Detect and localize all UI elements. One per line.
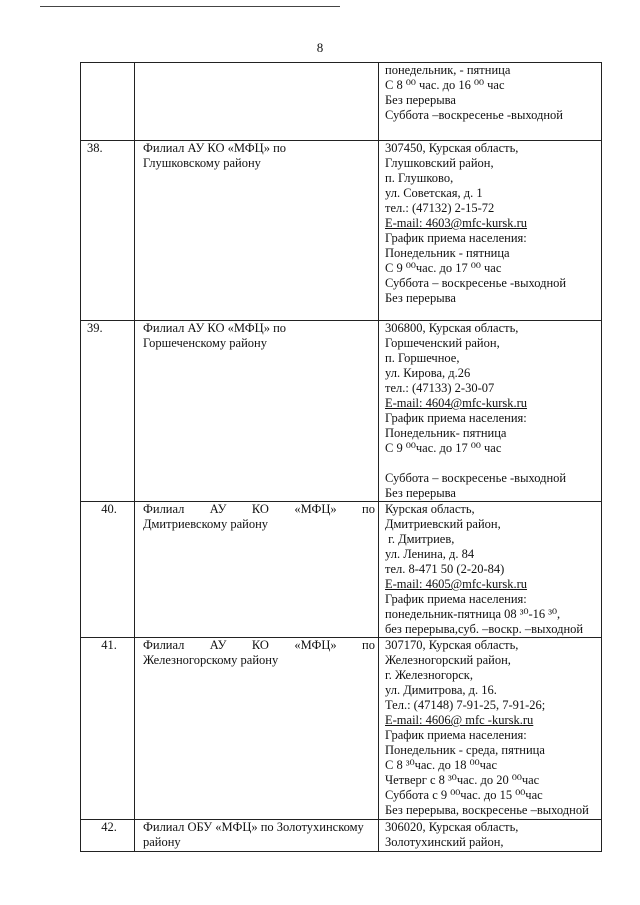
address-cell [379,321,602,502]
address-line: Золотухинский район, [385,835,504,849]
branch-name-cell [135,321,379,502]
table-row [81,502,602,638]
address-cell [379,63,602,141]
row-number: 39. [87,321,103,335]
address-cell [379,820,602,852]
address-line: ул. Ленина, д. 84 [385,547,475,561]
row-number-cell [81,638,135,820]
address-line: Курская область, [385,502,475,516]
schedule-line: Суббота – воскресенье -выходной [385,471,567,485]
address-cell [379,141,602,321]
schedule-title: График приема населения: [385,728,527,742]
address-line: С 8 ⁰⁰ час. до 16 ⁰⁰ час [385,78,505,92]
schedule-line: С 9 ⁰⁰час. до 17 ⁰⁰ час [385,441,502,455]
table-row [81,141,602,321]
branch-name-line: Железногорскому району [143,653,279,667]
branch-name-line: Горшеченскому району [143,336,267,350]
header-rule [40,6,340,7]
schedule-title: График приема населения: [385,231,527,245]
address-line: Дмитриевский район, [385,517,501,531]
address-cell [379,638,602,820]
address-line: ул. Димитрова, д. 16. [385,683,497,697]
email-link[interactable]: E-mail: 4605@mfc-kursk.ru [385,577,528,591]
schedule-line: Без перерыва [385,486,456,500]
table-row [81,820,602,852]
row-number-cell [81,141,135,321]
branch-name-line: Филиал АУ КО «МФЦ» по [143,502,375,516]
address-line: 307170, Курская область, [385,638,519,652]
table-row [81,63,602,141]
row-number: 42. [101,820,117,834]
email-link[interactable]: E-mail: 4603@mfc-kursk.ru [385,216,528,230]
schedule-line: без перерыва,суб. –воскр. –выходной [385,622,584,636]
branch-name-cell [135,638,379,820]
address-line: Железногорский район, [385,653,511,667]
address-line: г. Железногорск, [385,668,473,682]
phone-line: тел.: (47133) 2-30-07 [385,381,495,395]
email-link[interactable]: E-mail: 4606@ mfc -kursk.ru [385,713,534,727]
row-number-cell [81,820,135,852]
table-row [81,638,602,820]
table-row [81,321,602,502]
row-number: 40. [101,502,117,516]
branch-name-line: Филиал ОБУ «МФЦ» по Золотухинскому [143,820,364,834]
address-line: п. Горшечное, [385,351,460,365]
address-line: 307450, Курская область, [385,141,519,155]
address-line: п. Глушково, [385,171,454,185]
address-line: 306020, Курская область, [385,820,519,834]
row-number-cell [81,502,135,638]
row-number-cell [81,321,135,502]
branch-name-line: Филиал АУ КО «МФЦ» по [143,141,287,155]
schedule-line: С 8 ³⁰час. до 18 ⁰⁰час [385,758,497,772]
address-line: ул. Кирова, д.26 [385,366,471,380]
blank-line [385,456,598,471]
branch-name-line: району [143,835,181,849]
row-number: 38. [87,141,103,155]
address-line: ул. Советская, д. 1 [385,186,483,200]
schedule-line: Без перерыва [385,291,456,305]
branch-name-cell [135,820,379,852]
schedule-line: Четверг с 8 ³⁰час. до 20 ⁰⁰час [385,773,540,787]
schedule-line: Понедельник - среда, пятница [385,743,545,757]
branch-name-line: Дмитриевскому району [143,517,269,531]
schedule-line: Суббота – воскресенье -выходной [385,276,567,290]
address-line: Горшеченский район, [385,336,500,350]
schedule-line: Понедельник - пятница [385,246,510,260]
address-line: 306800, Курская область, [385,321,519,335]
schedule-title: График приема населения: [385,592,527,606]
address-line: Глушковский район, [385,156,494,170]
branch-name-line: Филиал АУ КО «МФЦ» по [143,321,287,335]
address-line: Без перерыва [385,93,456,107]
branch-name-cell [135,502,379,638]
schedule-line: понедельник-пятница 08 ³⁰-16 ³⁰, [385,607,561,621]
branches-table [80,62,602,852]
branch-name-line: Филиал АУ КО «МФЦ» по [143,638,375,652]
branch-name-cell [135,141,379,321]
row-number-cell [81,63,135,141]
schedule-line: С 9 ⁰⁰час. до 17 ⁰⁰ час [385,261,502,275]
schedule-line: Суббота с 9 ⁰⁰час. до 15 ⁰⁰час [385,788,543,802]
address-line: г. Дмитриев, [385,532,455,546]
branch-name-cell [135,63,379,141]
branch-name-line: Глушковскому району [143,156,261,170]
address-cell [379,502,602,638]
phone-line: Тел.: (47148) 7-91-25, 7-91-26; [385,698,546,712]
row-number: 41. [101,638,117,652]
phone-line: тел. 8-471 50 (2-20-84) [385,562,505,576]
schedule-line: Без перерыва, воскресенье –выходной [385,803,589,817]
phone-line: тел.: (47132) 2-15-72 [385,201,495,215]
schedule-title: График приема населения: [385,411,527,425]
page-number: 8 [316,40,324,55]
address-line: понедельник, - пятница [385,63,511,77]
schedule-line: Понедельник- пятница [385,426,507,440]
address-line: Суббота –воскресенье -выходной [385,108,563,122]
email-link[interactable]: E-mail: 4604@mfc-kursk.ru [385,396,528,410]
